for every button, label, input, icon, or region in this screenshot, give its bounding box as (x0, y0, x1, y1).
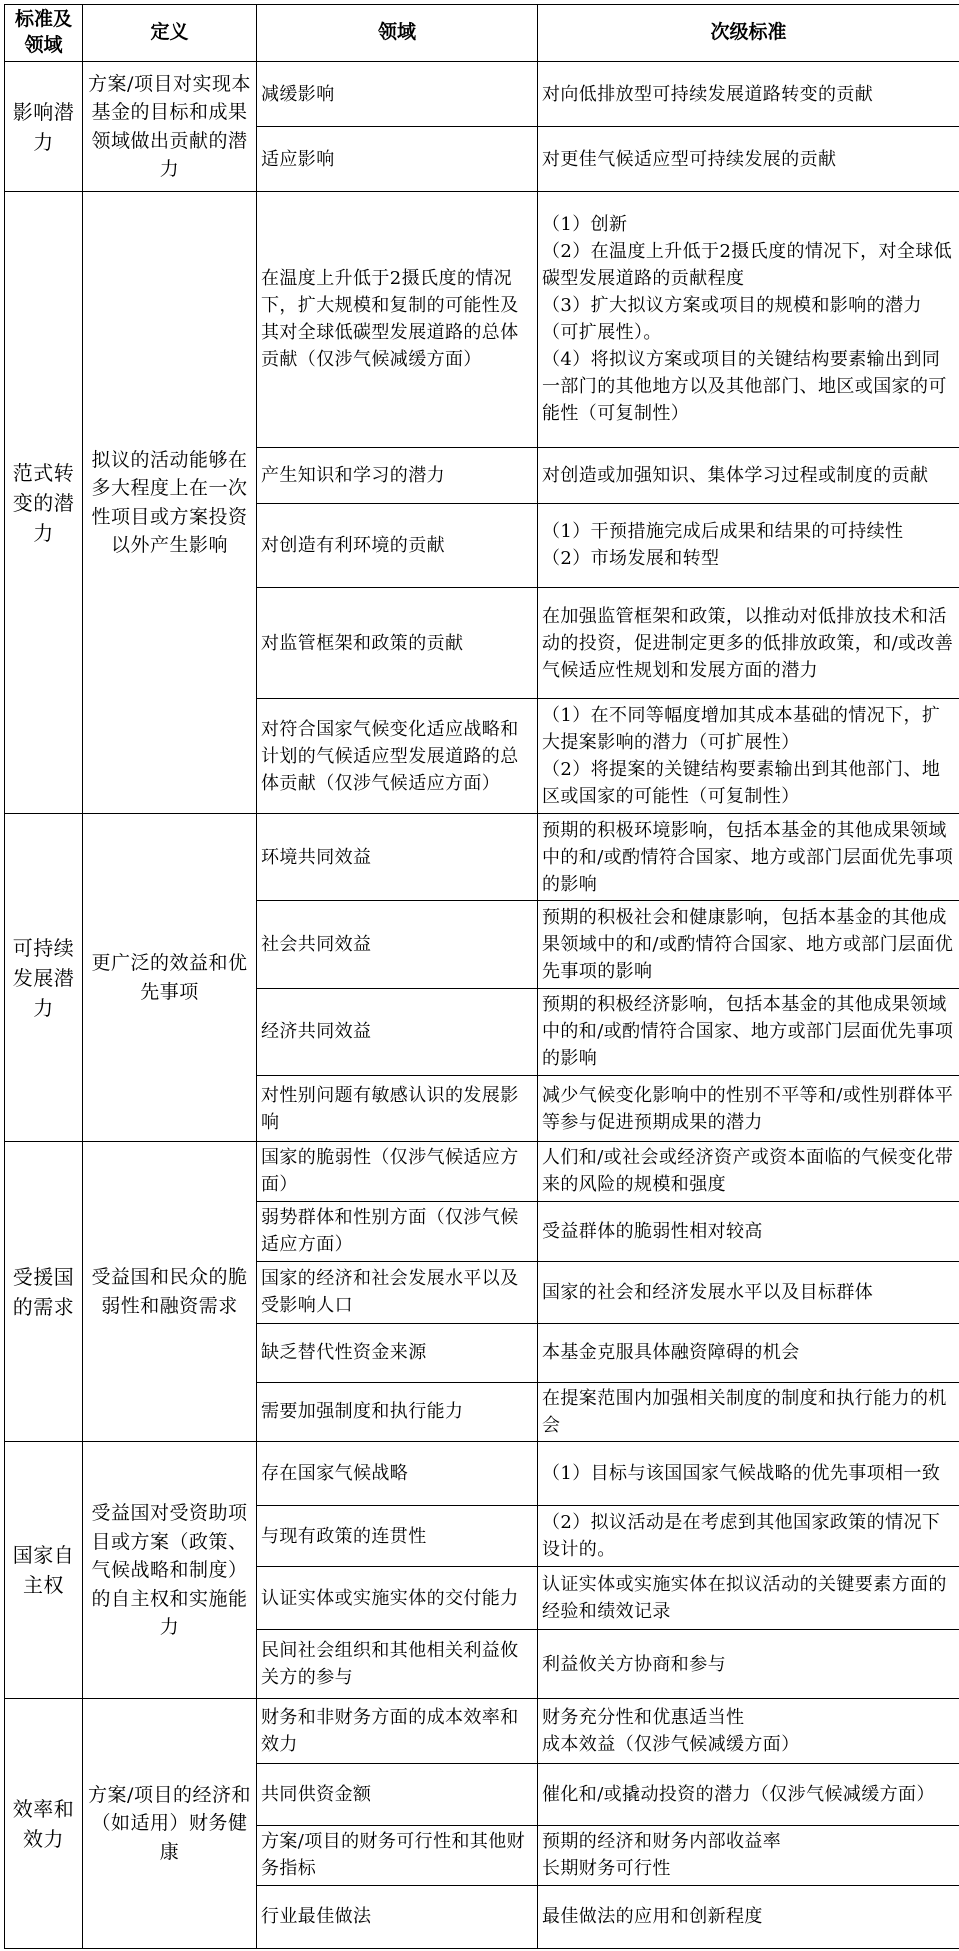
domain-cell: 对性别问题有敏感认识的发展影响 (257, 1076, 538, 1142)
header-criterion: 标准及领域 (5, 5, 83, 62)
domain-cell: 环境共同效益 (257, 814, 538, 901)
domain-cell: 财务和非财务方面的成本效率和效力 (257, 1699, 538, 1764)
sub-line: 预期的积极经济影响，包括本基金的其他成果领域中的和/或酌情符合国家、地方或部门层面优先事项的影响 (542, 994, 954, 1070)
definition-cell: 更广泛的效益和优先事项 (83, 814, 257, 1142)
domain-cell: 国家的经济和社会发展水平以及受影响人口 (257, 1261, 538, 1323)
criterion-cell: 范式转变的潜力 (5, 192, 83, 814)
sub-criteria-cell (538, 988, 959, 1075)
header-sub-criteria: 次级标准 (538, 5, 959, 62)
sub-line: 在加强监管框架和政策，以推动对低排放技术和活动的投资，促进制定更多的低排放政策，和/或改善气候适应性规划和发展方面的潜力 (542, 605, 954, 681)
sub-line: （1）创新 (542, 214, 628, 236)
sub-line: 长期财务可行性 (542, 1858, 671, 1880)
sub-line: （1）在不同等幅度增加其成本基础的情况下，扩大提案影响的潜力（可扩展性） (542, 705, 941, 754)
domain-cell: 与现有政策的连贯性 (257, 1506, 538, 1567)
header-row (5, 5, 959, 62)
sub-line: 对向低排放型可持续发展道路转变的贡献 (542, 83, 874, 105)
domain-cell: 缺乏替代性资金来源 (257, 1323, 538, 1382)
definition-cell: 受益国和民众的脆弱性和融资需求 (83, 1141, 257, 1441)
sub-criteria-cell (538, 1567, 959, 1630)
sub-line: （2）将提案的关键结构要素输出到其他部门、地区或国家的可能性（可复制性） (542, 759, 941, 808)
sub-criteria-cell (538, 62, 959, 127)
domain-cell: 对监管框架和政策的贡献 (257, 587, 538, 699)
header-domain: 领域 (257, 5, 538, 62)
domain-cell: 在温度上升低于2摄氏度的情况下，扩大规模和复制的可能性及其对全球低碳型发展道路的总体贡献（仅涉气候减缓方面） (257, 192, 538, 448)
definition-cell: 拟议的活动能够在多大程度上在一次性项目或方案投资以外产生影响 (83, 192, 257, 814)
definition-cell: 方案/项目对实现本基金的目标和成果领域做出贡献的潜力 (83, 62, 257, 192)
sub-line: 人们和/或社会或经济资产或资本面临的气候变化带来的风险的规模和强度 (542, 1147, 954, 1196)
sub-line: 对更佳气候适应型可持续发展的贡献 (542, 148, 837, 170)
sub-criteria-cell (538, 1382, 959, 1442)
sub-criteria-cell (538, 1764, 959, 1826)
domain-cell: 认证实体或实施实体的交付能力 (257, 1567, 538, 1630)
sub-line: （4）将拟议方案或项目的关键结构要素输出到同一部门的其他地方以及其他部门、地区或国家的可能性（可复制性） (542, 349, 947, 425)
sub-criteria-cell (538, 1885, 959, 1948)
sub-criteria-cell (538, 699, 959, 814)
table-row (5, 62, 959, 127)
domain-cell: 产生知识和学习的潜力 (257, 447, 538, 503)
sub-line: 在提案范围内加强相关制度的制度和执行能力的机会 (542, 1387, 947, 1436)
table-row (5, 1141, 959, 1201)
sub-line: （2）市场发展和转型 (542, 548, 720, 570)
sub-line: 认证实体或实施实体在拟议活动的关键要素方面的经验和绩效记录 (542, 1574, 947, 1623)
sub-line: 财务充分性和优惠适当性 (542, 1707, 745, 1729)
sub-criteria-cell (538, 1826, 959, 1886)
domain-cell: 对创造有利环境的贡献 (257, 503, 538, 587)
criterion-cell: 可持续发展潜力 (5, 814, 83, 1142)
sub-line: 本基金克服具体融资障碍的机会 (542, 1342, 800, 1364)
sub-criteria-cell (538, 503, 959, 587)
domain-cell: 对符合国家气候变化适应战略和计划的气候适应型发展道路的总体贡献（仅涉气候适应方面） (257, 699, 538, 814)
sub-criteria-cell (538, 587, 959, 699)
sub-line: 预期的经济和财务内部收益率 (542, 1831, 782, 1853)
domain-cell: 减缓影响 (257, 62, 538, 127)
sub-criteria-cell (538, 1261, 959, 1323)
sub-criteria-cell (538, 814, 959, 901)
domain-cell: 适应影响 (257, 127, 538, 192)
sub-line: 利益攸关方协商和参与 (542, 1653, 726, 1675)
criterion-cell: 国家自主权 (5, 1442, 83, 1699)
sub-criteria-cell (538, 1630, 959, 1699)
domain-cell: 存在国家气候战略 (257, 1442, 538, 1506)
table-row (5, 1442, 959, 1506)
domain-cell: 社会共同效益 (257, 901, 538, 988)
sub-line: 国家的社会和经济发展水平以及目标群体 (542, 1281, 874, 1303)
sub-line: （2）在温度上升低于2摄氏度的情况下，对全球低碳型发展道路的贡献程度 (542, 241, 953, 290)
sub-criteria-cell (538, 1323, 959, 1382)
sub-criteria-cell (538, 901, 959, 988)
sub-criteria-cell (538, 1201, 959, 1261)
criterion-cell: 受援国的需求 (5, 1141, 83, 1441)
sub-criteria-cell (538, 1141, 959, 1201)
sub-line: 预期的积极环境影响，包括本基金的其他成果领域中的和/或酌情符合国家、地方或部门层面优先事项的影响 (542, 819, 954, 895)
sub-line: 受益群体的脆弱性相对较高 (542, 1220, 763, 1242)
sub-criteria-cell (538, 447, 959, 503)
domain-cell: 共同供资金额 (257, 1764, 538, 1826)
sub-criteria-cell (538, 1076, 959, 1142)
domain-cell: 弱势群体和性别方面（仅涉气候适应方面） (257, 1201, 538, 1261)
domain-cell: 经济共同效益 (257, 988, 538, 1075)
sub-line: （1）干预措施完成后成果和结果的可持续性 (542, 521, 904, 543)
sub-line: （1）目标与该国国家气候战略的优先事项相一致 (542, 1463, 941, 1485)
sub-line: 预期的积极社会和健康影响，包括本基金的其他成果领域中的和/或酌情符合国家、地方或部门层面优先事项的影响 (542, 907, 954, 983)
definition-cell: 受益国对受资助项目或方案（政策、气候战略和制度）的自主权和实施能力 (83, 1442, 257, 1699)
sub-line: 成本效益（仅涉气候减缓方面） (542, 1734, 800, 1756)
sub-criteria-cell (538, 1506, 959, 1567)
domain-cell: 行业最佳做法 (257, 1885, 538, 1948)
domain-cell: 国家的脆弱性（仅涉气候适应方面） (257, 1141, 538, 1201)
domain-cell: 需要加强制度和执行能力 (257, 1382, 538, 1442)
sub-line: 最佳做法的应用和创新程度 (542, 1906, 763, 1928)
sub-criteria-cell (538, 127, 959, 192)
sub-criteria-cell (538, 1699, 959, 1764)
sub-criteria-cell (538, 1442, 959, 1506)
header-definition: 定义 (83, 5, 257, 62)
sub-line: 减少气候变化影响中的性别不平等和/或性别群体平等参与促进预期成果的潜力 (542, 1084, 954, 1133)
table-row (5, 814, 959, 901)
criterion-cell: 效率和效力 (5, 1699, 83, 1949)
sub-line: 对创造或加强知识、集体学习过程或制度的贡献 (542, 464, 929, 486)
definition-cell: 方案/项目的经济和（如适用）财务健康 (83, 1699, 257, 1949)
domain-cell: 方案/项目的财务可行性和其他财务指标 (257, 1826, 538, 1886)
sub-line: （2）拟议活动是在考虑到其他国家政策的情况下设计的。 (542, 1512, 941, 1561)
sub-line: 催化和/或撬动投资的潜力（仅涉气候减缓方面） (542, 1784, 935, 1806)
sub-criteria-cell (538, 192, 959, 448)
sub-line: （3）扩大拟议方案或项目的规模和影响的潜力（可扩展性）。 (542, 295, 922, 344)
domain-cell: 民间社会组织和其他相关利益攸关方的参与 (257, 1630, 538, 1699)
table-row (5, 192, 959, 448)
criterion-cell: 影响潜力 (5, 62, 83, 192)
criteria-table (4, 4, 959, 1949)
table-row (5, 1699, 959, 1764)
